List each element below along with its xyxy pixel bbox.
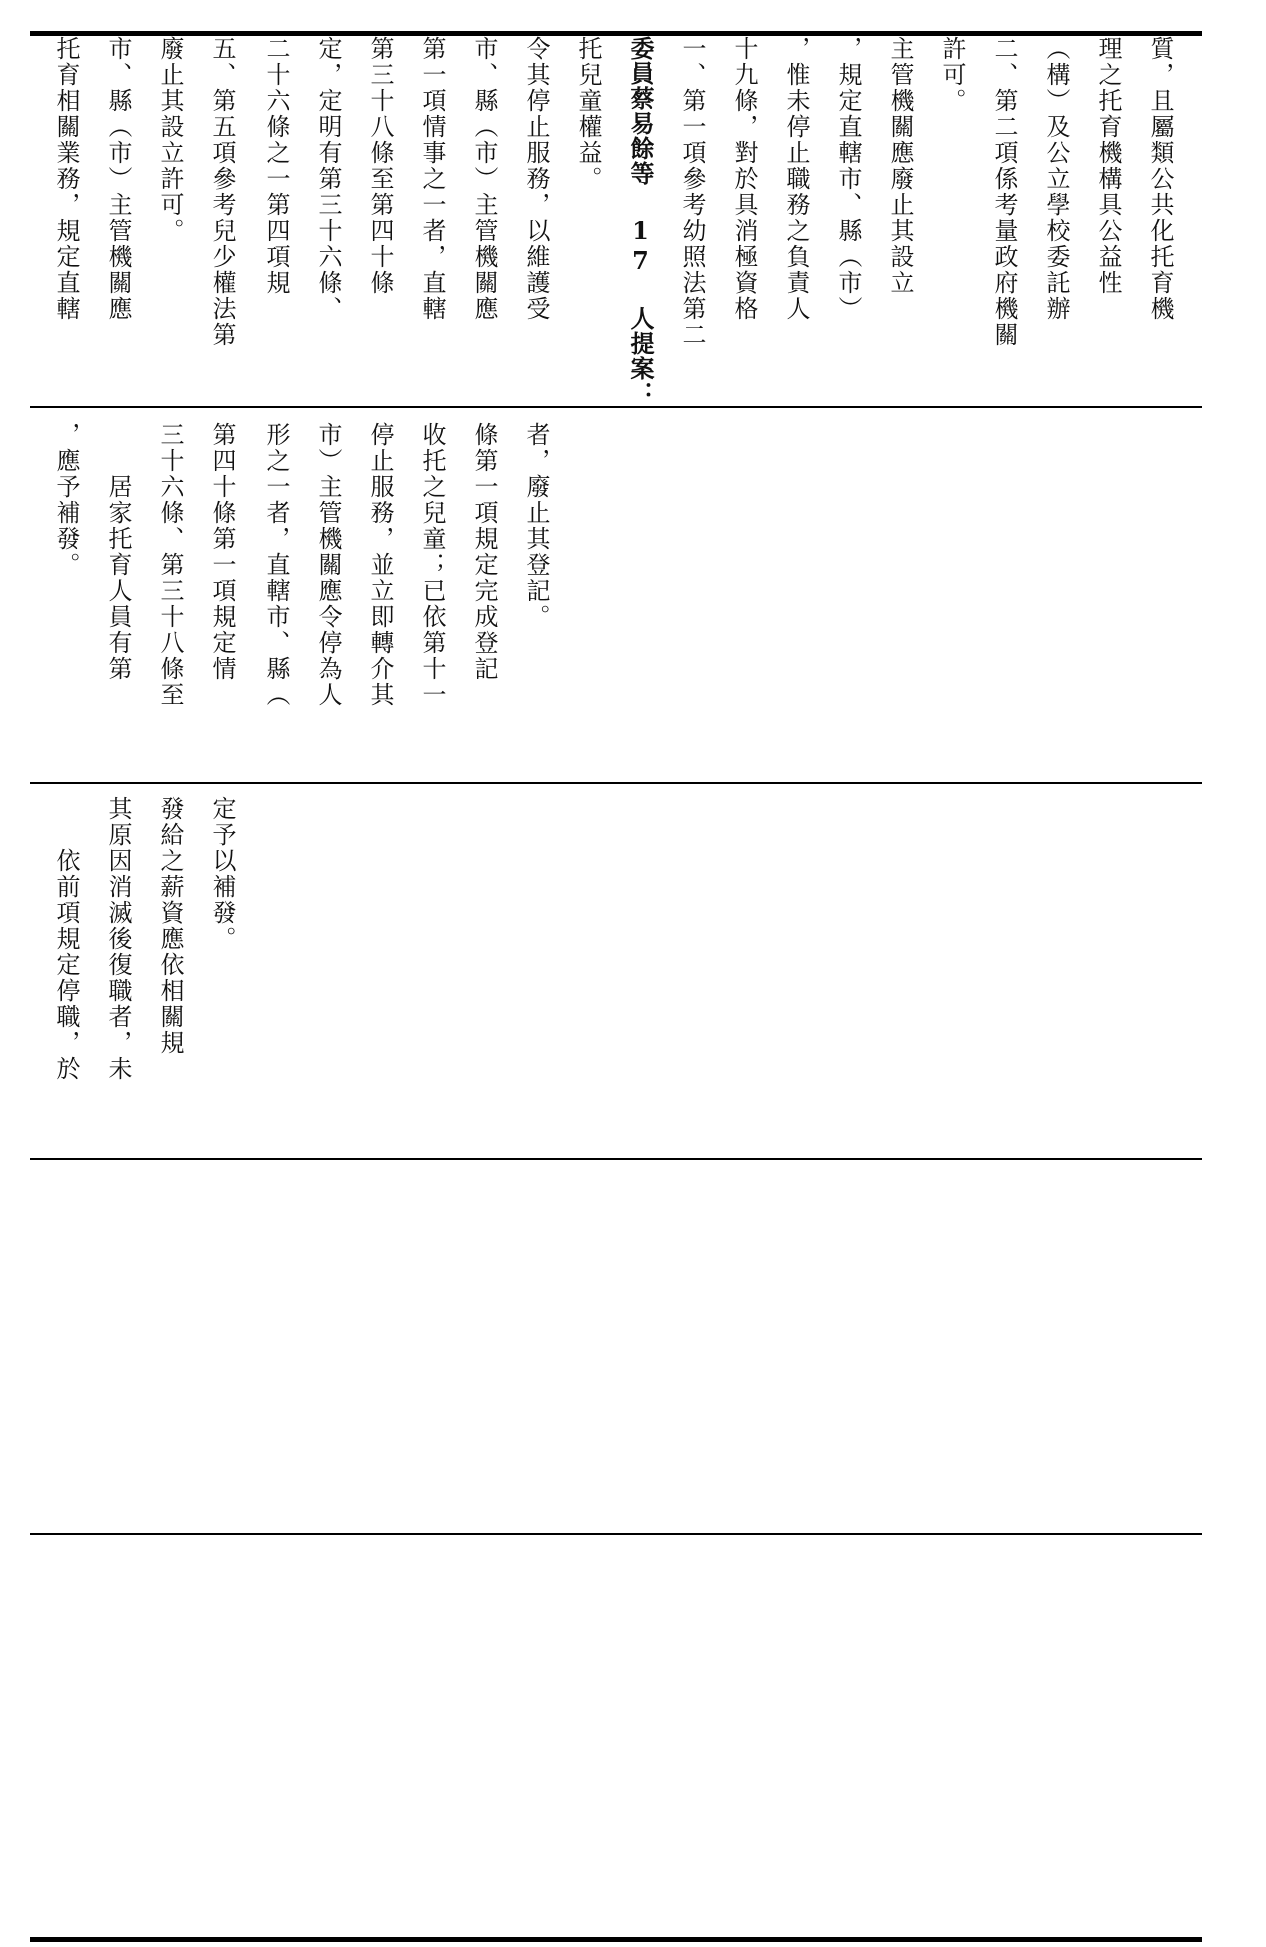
text-line: 十九條，對於具消極資格: [730, 36, 758, 322]
text-line: 發給之薪資應依相關規: [156, 796, 184, 1056]
text-line: 二、第二項係考量政府機關: [990, 36, 1018, 348]
text-line: 市）主管機關應令停為人: [314, 422, 342, 708]
text-line: 三十六條、第三十八條至: [156, 422, 184, 708]
text-line: ，規定直轄市、縣（市）: [834, 36, 862, 322]
text-line: 其原因消滅後復職者，未: [104, 796, 132, 1082]
text-line: 者，廢止其登記。: [522, 422, 550, 630]
text-line: 一、第一項參考幼照法第二: [678, 36, 706, 348]
explanation-cell: [30, 36, 1202, 406]
text-line: 市、縣（市）主管機關應: [104, 36, 132, 322]
text-line: ，應予補發。: [52, 422, 80, 578]
text-line: 收托之兒童；已依第十一: [418, 422, 446, 708]
text-line: 許可。: [938, 36, 966, 114]
text-line: 第四十條第一項規定情: [208, 422, 236, 682]
text-line: 市、縣（市）主管機關應: [470, 36, 498, 322]
article-cell-1: [30, 422, 1202, 782]
text-line: 理之托育機構具公益性: [1094, 36, 1122, 296]
text-line: 居家托育人員有第: [104, 422, 132, 682]
text-line: 托育相關業務，規定直轄: [52, 36, 80, 322]
text-line: 托兒童權益。: [574, 36, 602, 192]
text-line: 廢止其設立許可。: [156, 36, 184, 244]
text-line: 第三十八條至第四十條: [366, 36, 394, 296]
text-line: 主管機關應廢止其設立: [886, 36, 914, 296]
text-line: 五、第五項參考兒少權法第: [208, 36, 236, 348]
text-line: 定，定明有第三十六條、: [314, 36, 342, 322]
text-line: 第一項情事之一者，直轄: [418, 36, 446, 322]
row-divider: [30, 406, 1202, 408]
text-line: 停止服務，並立即轉介其: [366, 422, 394, 708]
text-line: 質，且屬類公共化托育機: [1146, 36, 1174, 322]
text-line: ，惟未停止職務之負責人: [782, 36, 810, 322]
text-line: 條第一項規定完成登記: [470, 422, 498, 682]
proposal-heading: 委員蔡易餘等 17 人提案：: [626, 36, 655, 406]
text-line: 依前項規定停職，於: [52, 796, 80, 1082]
text-line: （構）及公立學校委託辦: [1042, 36, 1070, 322]
table-bottom-border: [30, 1937, 1202, 1942]
text-line: 二十六條之一第四項規: [262, 36, 290, 296]
row-divider: [30, 782, 1202, 784]
text-line: 定予以補發。: [208, 796, 236, 952]
text-line: 令其停止服務，以維護受: [522, 36, 550, 322]
text-line: 形之一者，直轄市、縣（: [262, 422, 290, 708]
article-cell-2: [30, 796, 1202, 1156]
empty-cell: [30, 1535, 1202, 1937]
empty-cell: [30, 1160, 1202, 1532]
